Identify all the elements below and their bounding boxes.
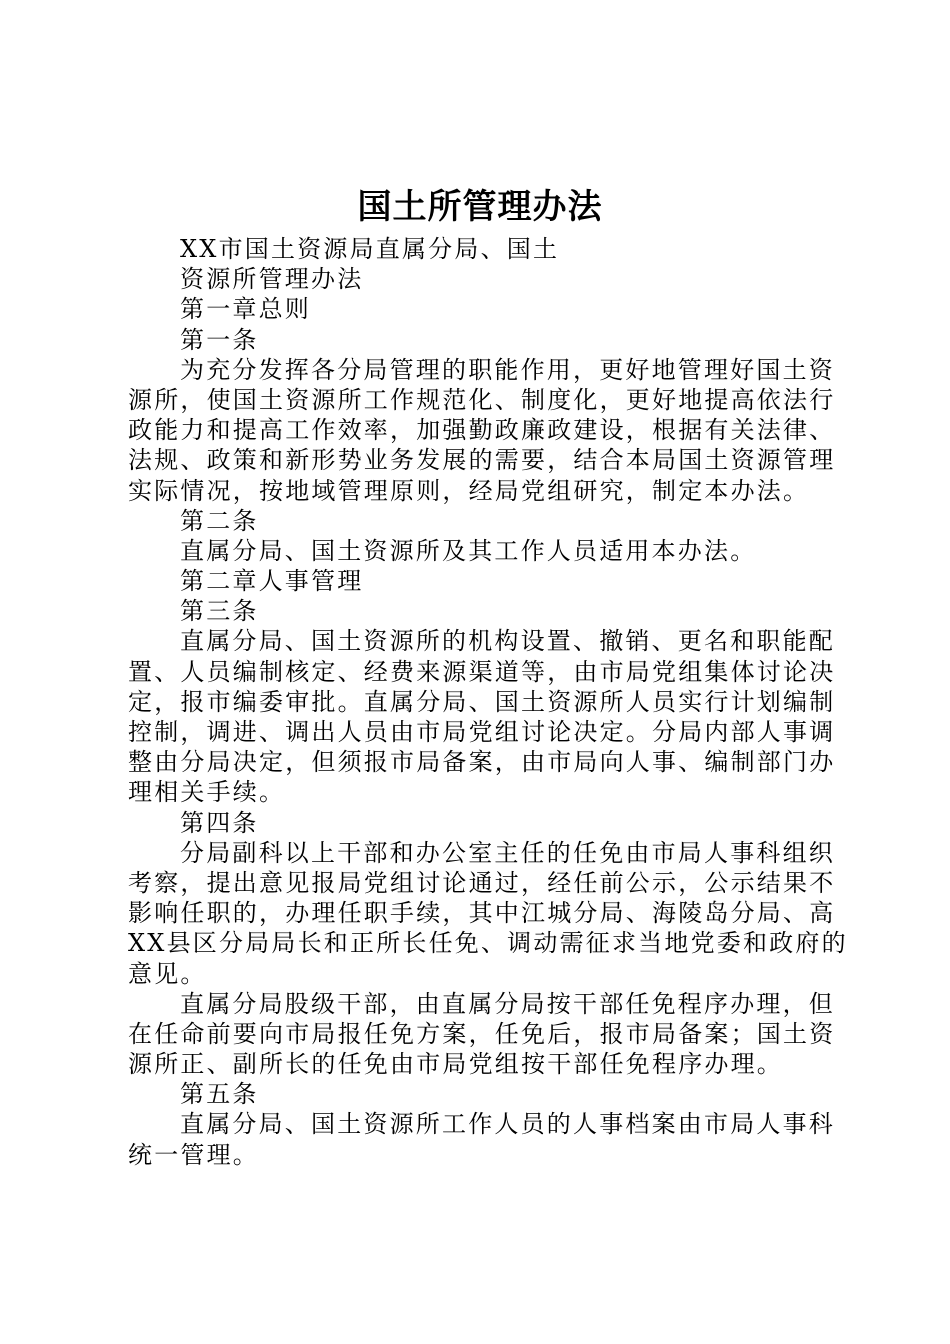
text-line: 定，报市编委审批。直属分局、国土资源所人员实行计划编制 <box>128 687 836 716</box>
text-line: 直属分局、国土资源所及其工作人员适用本办法。 <box>180 536 757 565</box>
text-line: 置、人员编制核定、经费来源渠道等，由市局党组集体讨论决 <box>128 657 836 686</box>
text-line: 源所，使国土资源所工作规范化、制度化，更好地提高依法行 <box>128 385 836 414</box>
text-line: 第四条 <box>180 808 259 837</box>
text-line: 直属分局、国土资源所工作人员的人事档案由市局人事科 <box>180 1110 835 1139</box>
text-line: 源所正、副所长的任免由市局党组按干部任免程序办理。 <box>128 1050 783 1079</box>
text-line: 为充分发挥各分局管理的职能作用，更好地管理好国土资 <box>180 355 835 384</box>
text-line: 政能力和提高工作效率，加强勤政廉政建设，根据有关法律、 <box>128 416 836 445</box>
text-line: 直属分局、国土资源所的机构设置、撤销、更名和职能配 <box>180 627 835 656</box>
text-line: 法规、政策和新形势业务发展的需要，结合本局国土资源管理 <box>128 446 836 475</box>
text-line: 意见。 <box>128 959 207 988</box>
text-line: XX县区分局局长和正所长任免、调动需征求当地党委和政府的 <box>128 929 848 958</box>
text-line: 在任命前要向市局报任免方案，任免后，报市局备案；国土资 <box>128 1019 836 1048</box>
text-line: 第一章总则 <box>180 295 311 324</box>
text-line: 直属分局股级干部，由直属分局按干部任免程序办理，但 <box>180 989 835 1018</box>
text-line: 影响任职的，办理任职手续，其中江城分局、海陵岛分局、高 <box>128 899 836 928</box>
text-line: 统一管理。 <box>128 1140 259 1169</box>
text-line: XX市国土资源局直属分局、国土 <box>180 235 560 263</box>
text-line: 理相关手续。 <box>128 778 286 807</box>
text-line: 第一条 <box>180 325 259 354</box>
text-line: 整由分局决定，但须报市局备案，由市局向人事、编制部门办 <box>128 748 836 777</box>
text-line: 第二条 <box>180 506 259 535</box>
text-line: 实际情况，按地域管理原则，经局党组研究，制定本办法。 <box>128 476 810 505</box>
text-line: 考察，提出意见报局党组讨论通过，经任前公示，公示结果不 <box>128 868 836 897</box>
text-line: 第五条 <box>180 1080 259 1109</box>
text-line: 第二章人事管理 <box>180 567 364 596</box>
text-line: 第三条 <box>180 597 259 626</box>
text-line: 资源所管理办法 <box>180 265 364 294</box>
text-line: 控制，调进、调出人员由市局党组讨论决定。分局内部人事调 <box>128 718 836 746</box>
document-body <box>128 234 848 1170</box>
text-line: 分局副科以上干部和办公室主任的任免由市局人事科组织 <box>180 838 835 867</box>
document-title: 国土所管理办法 <box>357 187 603 227</box>
